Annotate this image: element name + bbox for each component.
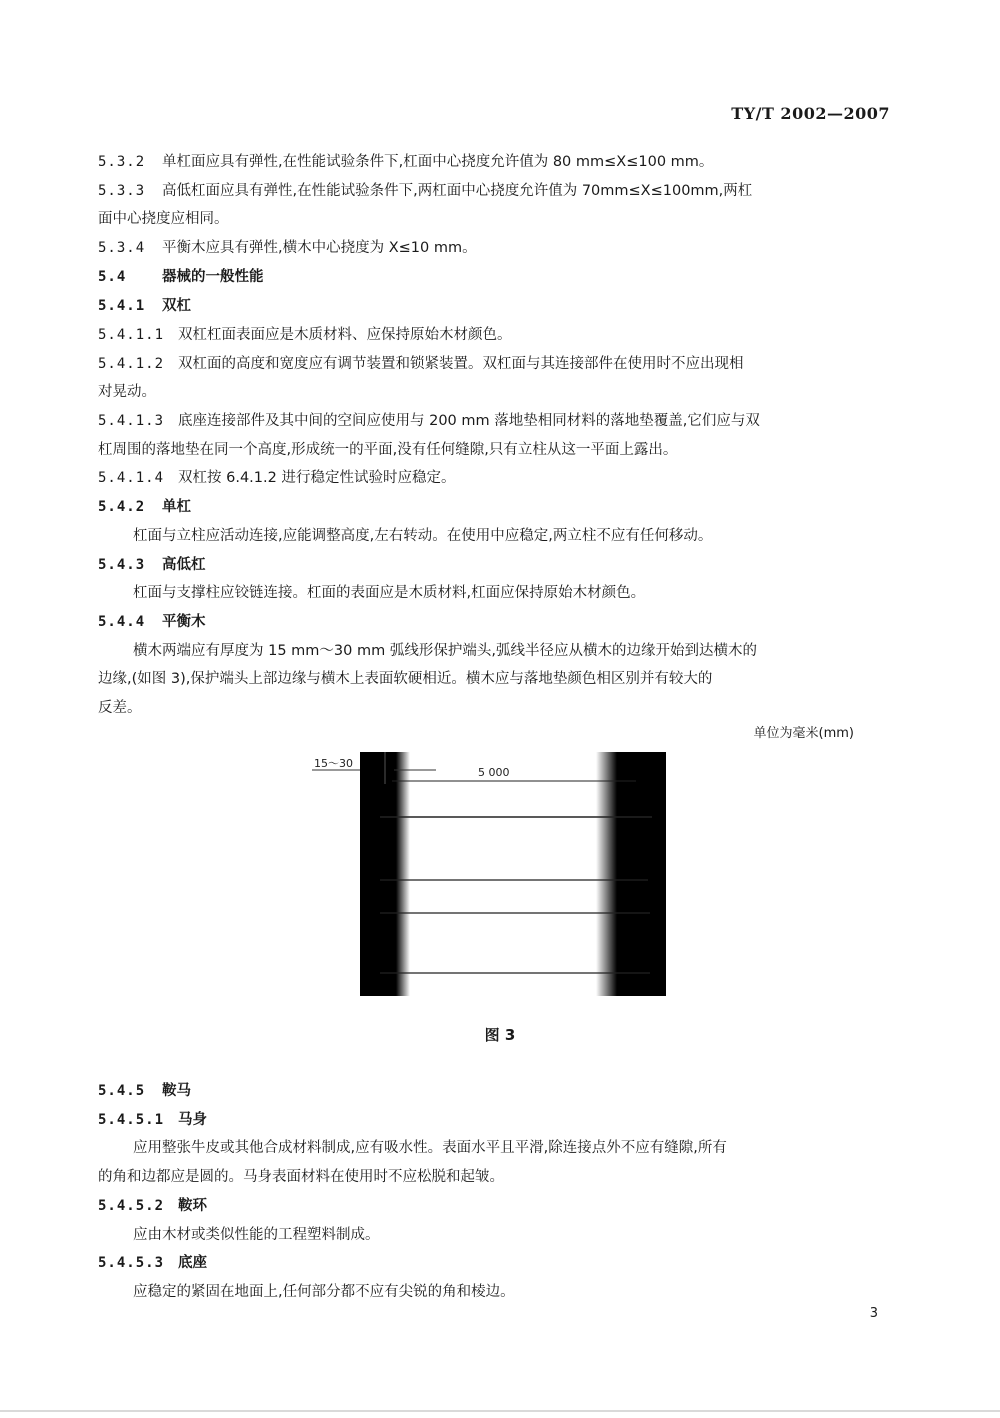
paragraph-5-4-5-2 bbox=[133, 1224, 892, 1246]
clause-5-4-1-3-cont bbox=[98, 439, 892, 461]
dim-end-label: 15～30 bbox=[314, 757, 353, 770]
clause-5-3-3 bbox=[98, 180, 892, 202]
clause-text: 对晃动。 bbox=[98, 384, 156, 400]
clause-number: 5.4.1.3 bbox=[98, 413, 165, 429]
clause-number: 5.4.5 bbox=[98, 1083, 146, 1099]
paragraph-5-4-5-1-line2 bbox=[98, 1166, 892, 1188]
paragraph-5-4-2 bbox=[133, 525, 892, 547]
clause-text: 应用整张牛皮或其他合成材料制成,应有吸水性。表面水平且平滑,除连接点外不应有缝隙,所有 bbox=[133, 1140, 727, 1156]
clause-text: 反差。 bbox=[98, 700, 142, 716]
clause-number: 5.4.1.4 bbox=[98, 470, 165, 486]
clause-number: 5.3.4 bbox=[98, 240, 146, 256]
figure-caption: 图 3 bbox=[484, 1026, 516, 1044]
paragraph-5-4-4-line2 bbox=[98, 668, 892, 690]
heading-5-4-4 bbox=[98, 611, 892, 633]
page-number: 3 bbox=[869, 1306, 878, 1321]
clause-5-4-1-2-cont bbox=[98, 381, 892, 403]
clause-5-4-1-1 bbox=[98, 324, 892, 346]
clause-text: 高低杠面应具有弹性,在性能试验条件下,两杠面中心挠度允许值为 70mm≤X≤100mm,两杠 bbox=[162, 183, 753, 199]
clause-number: 5.4.1.2 bbox=[98, 356, 165, 372]
clause-text: 底座连接部件及其中间的空间应使用与 200 mm 落地垫相同材料的落地垫覆盖,它们应与双 bbox=[178, 413, 760, 429]
clause-text: 鞍环 bbox=[178, 1198, 207, 1214]
clause-text: 平衡木应具有弹性,横木中心挠度为 X≤10 mm。 bbox=[162, 240, 477, 256]
right-end-cap bbox=[596, 752, 666, 996]
clause-text: 底座 bbox=[178, 1255, 207, 1271]
heading-5-4-5-2 bbox=[98, 1195, 892, 1217]
clause-text: 应由木材或类似性能的工程塑料制成。 bbox=[133, 1227, 380, 1243]
clause-text: 应稳定的紧固在地面上,任何部分都不应有尖锐的角和棱边。 bbox=[133, 1284, 515, 1300]
heading-5-4-2 bbox=[98, 496, 892, 518]
paragraph-5-4-3 bbox=[133, 582, 892, 604]
page-bottom-edge bbox=[0, 1410, 1000, 1412]
dim-length-label: 5 000 bbox=[478, 766, 510, 779]
clause-number: 5.3.3 bbox=[98, 183, 146, 199]
clause-5-4-1-2 bbox=[98, 353, 892, 375]
clause-number: 5.4.5.1 bbox=[98, 1112, 165, 1128]
clause-number: 5.4.1 bbox=[98, 298, 146, 314]
unit-note: 单位为毫米(mm) bbox=[753, 726, 854, 741]
clause-text: 鞍马 bbox=[162, 1083, 191, 1099]
clause-5-4-1-4 bbox=[98, 467, 892, 489]
clause-text: 双杠按 6.4.1.2 进行稳定性试验时应稳定。 bbox=[178, 470, 456, 486]
heading-5-4-5-1 bbox=[98, 1109, 892, 1131]
clause-text: 面中心挠度应相同。 bbox=[98, 211, 229, 227]
paragraph-5-4-4-line1 bbox=[133, 640, 892, 662]
clause-text: 平衡木 bbox=[162, 614, 206, 630]
clause-number: 5.4.2 bbox=[98, 499, 146, 515]
left-end-cap bbox=[360, 752, 410, 996]
clause-5-3-3-cont bbox=[98, 208, 892, 230]
clause-number: 5.4.5.3 bbox=[98, 1255, 165, 1271]
clause-5-3-2 bbox=[98, 151, 892, 173]
heading-5-4-3 bbox=[98, 554, 892, 576]
clause-number: 5.4.5.2 bbox=[98, 1198, 165, 1214]
clause-text: 杠面与支撑柱应铰链连接。杠面的表面应是木质材料,杠面应保持原始木材颜色。 bbox=[133, 585, 646, 601]
figure-3-drawing bbox=[300, 748, 680, 998]
clause-number: 5.4.4 bbox=[98, 614, 146, 630]
standard-code: TY/T 2002—2007 bbox=[731, 104, 890, 123]
clause-number: 5.4.1.1 bbox=[98, 327, 165, 343]
clause-number: 5.3.2 bbox=[98, 154, 146, 170]
clause-5-4-1-3 bbox=[98, 410, 892, 432]
clause-text: 横木两端应有厚度为 15 mm～30 mm 弧线形保护端头,弧线半径应从横木的边缘开始到达横木的 bbox=[133, 643, 757, 659]
clause-text: 双杠面的高度和宽度应有调节装置和锁紧装置。双杠面与其连接部件在使用时不应出现相 bbox=[178, 356, 744, 372]
clause-text: 双杠杠面表面应是木质材料、应保持原始木材颜色。 bbox=[178, 327, 512, 343]
clause-text: 的角和边都应是圆的。马身表面材料在使用时不应松脱和起皱。 bbox=[98, 1169, 504, 1185]
clause-text: 杠面与立柱应活动连接,应能调整高度,左右转动。在使用中应稳定,两立柱不应有任何移动。 bbox=[133, 528, 713, 544]
clause-5-3-4 bbox=[98, 237, 892, 259]
clause-text: 单杠 bbox=[162, 499, 191, 515]
heading-5-4-1 bbox=[98, 295, 892, 317]
clause-text: 单杠面应具有弹性,在性能试验条件下,杠面中心挠度允许值为 80 mm≤X≤100 mm。 bbox=[162, 154, 714, 170]
clause-text: 杠周围的落地垫在同一个高度,形成统一的平面,没有任何缝隙,只有立柱从这一平面上露出。 bbox=[98, 442, 678, 458]
clause-text: 边缘,(如图 3),保护端头上部边缘与横木上表面软硬相近。横木应与落地垫颜色相区别并有较大的 bbox=[98, 671, 713, 687]
heading-5-4-5 bbox=[98, 1080, 892, 1102]
clause-number: 5.4.3 bbox=[98, 557, 146, 573]
paragraph-5-4-5-3 bbox=[133, 1281, 892, 1303]
clause-text: 马身 bbox=[178, 1112, 207, 1128]
heading-5-4-5-3 bbox=[98, 1252, 892, 1274]
clause-number: 5.4 bbox=[98, 269, 127, 285]
paragraph-5-4-5-1-line1 bbox=[133, 1137, 892, 1159]
paragraph-5-4-4-line3 bbox=[98, 697, 892, 719]
clause-text: 器械的一般性能 bbox=[162, 269, 264, 285]
section-heading-5-4 bbox=[98, 266, 892, 288]
clause-text: 高低杠 bbox=[162, 557, 206, 573]
clause-text: 双杠 bbox=[162, 298, 191, 314]
